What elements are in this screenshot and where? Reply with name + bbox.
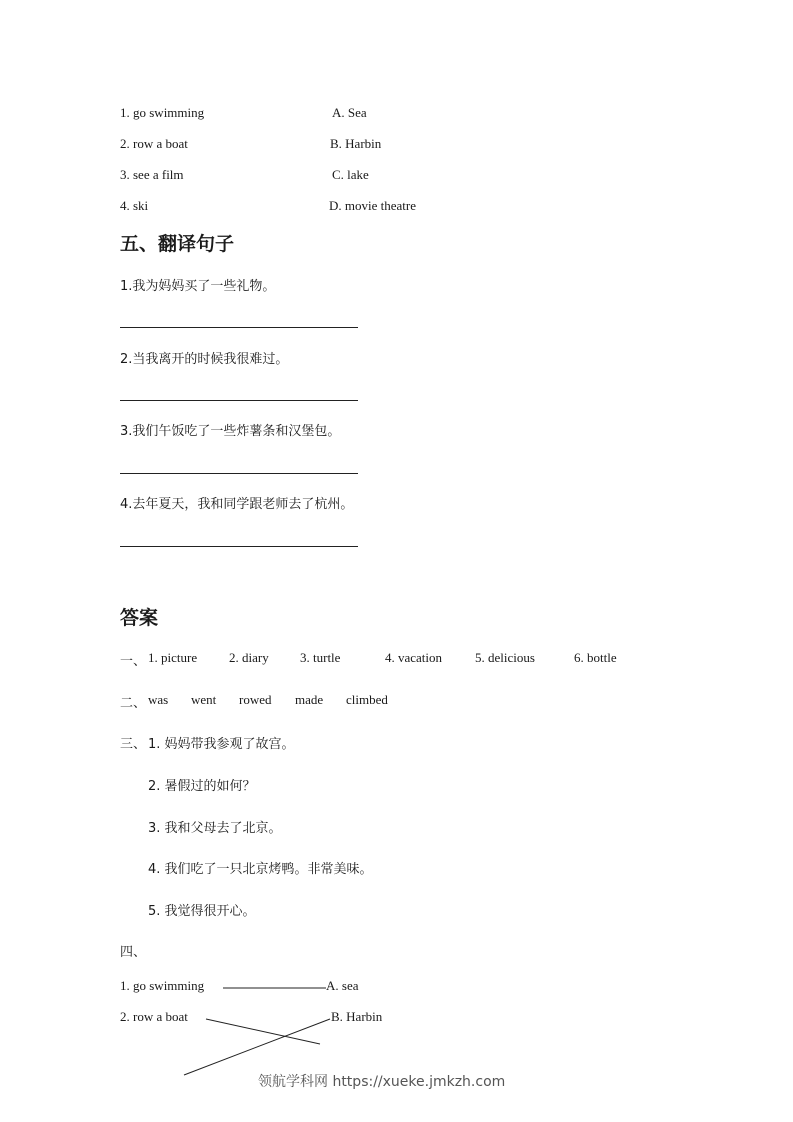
answers-part2-item-1: was <box>148 692 169 707</box>
translate-item-3: 3.我们午饭吃了一些炸薯条和汉堡包。 <box>120 424 341 439</box>
answers-part2-prefix: 二、 <box>120 696 147 711</box>
match-left-3: 3. see a film <box>120 167 184 182</box>
answers-part4-prefix: 四、 <box>120 945 147 960</box>
answers-part3-item-4: 4. 我们吃了一只北京烤鸭。非常美味。 <box>148 862 373 877</box>
match-right-d: D. movie theatre <box>329 198 416 213</box>
answers-part3-item-5: 5. 我觉得很开心。 <box>148 904 256 919</box>
match-right-c: C. lake <box>332 167 369 182</box>
answers-part3-item-1: 1. 妈妈带我参观了故宫。 <box>148 737 295 752</box>
match-left-4: 4. ski <box>120 198 149 213</box>
answers-part4-right-a: A. sea <box>326 978 359 993</box>
match-right-a: A. Sea <box>332 105 367 120</box>
answers-part2-item-5: climbed <box>346 692 388 707</box>
answers-part2-item-2: went <box>191 692 217 707</box>
answers-part1-item-2: 2. diary <box>229 650 269 665</box>
section5-heading: 五、翻译句子 <box>120 233 235 255</box>
answers-part3-item-2: 2. 暑假过的如何？ <box>148 779 256 794</box>
answers-part2-item-4: made <box>295 692 324 707</box>
answers-part1-prefix: 一、 <box>120 654 147 669</box>
match-line-3 <box>184 1019 330 1075</box>
answers-part4-left-1: 1. go swimming <box>120 978 205 993</box>
answers-part1-item-5: 5. delicious <box>475 650 535 665</box>
answers-heading: 答案 <box>120 607 159 629</box>
answers-part4-right-b: B. Harbin <box>331 1009 383 1024</box>
translate-item-4: 4.去年夏天，我和同学跟老师去了杭州。 <box>120 497 354 512</box>
footer-watermark: 领航学科网 https://xueke.jmkzh.com <box>258 1074 506 1090</box>
match-line-2 <box>206 1019 320 1044</box>
answers-part4-left-2: 2. row a boat <box>120 1009 188 1024</box>
answers-part1-item-3: 3. turtle <box>300 650 341 665</box>
match-left-1: 1. go swimming <box>120 105 205 120</box>
answers-part3-item-3: 3. 我和父母去了北京。 <box>148 821 282 836</box>
answers-part3-prefix: 三、 <box>120 737 147 752</box>
translate-item-2: 2.当我离开的时候我很难过。 <box>120 352 289 367</box>
match-right-b: B. Harbin <box>330 136 382 151</box>
answers-part1-item-1: 1. picture <box>148 650 198 665</box>
answers-part1-item-6: 6. bottle <box>574 650 617 665</box>
match-left-2: 2. row a boat <box>120 136 188 151</box>
translate-item-1: 1.我为妈妈买了一些礼物。 <box>120 279 276 294</box>
answers-part2-item-3: rowed <box>239 692 272 707</box>
answers-part1-item-4: 4. vacation <box>385 650 443 665</box>
